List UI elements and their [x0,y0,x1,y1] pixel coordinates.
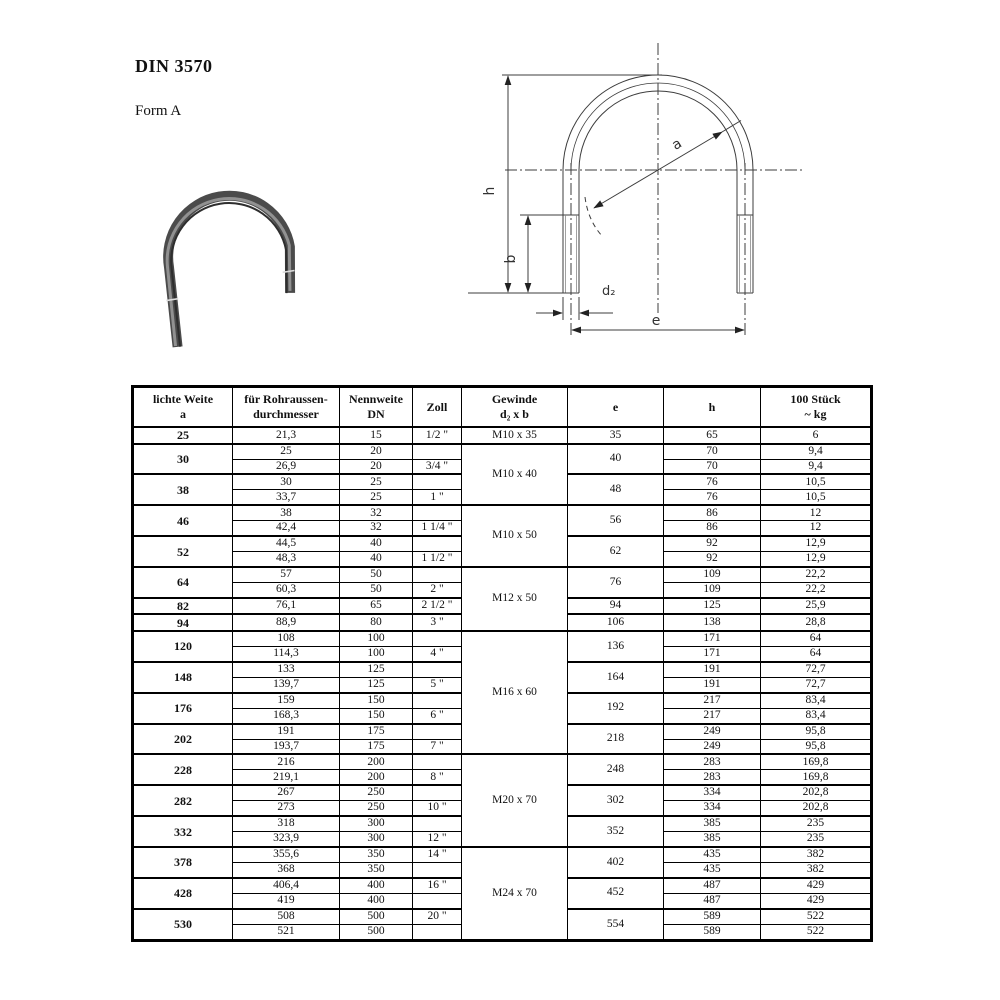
ubolt-shape [159,191,299,347]
cell-gewinde: M12 x 50 [462,567,568,631]
cell-rohraussendurchmesser: 267 [233,785,340,800]
cell-h: 70 [664,459,761,474]
cell-zoll: 8 " [413,770,462,785]
cell-zoll: 1 " [413,490,462,505]
header-row [133,387,872,428]
cell-lichte-weite-a: 64 [133,567,233,598]
cell-kg: 522 [761,924,872,940]
cell-zoll: 12 " [413,832,462,847]
cell-lichte-weite-a: 94 [133,614,233,631]
cell-gewinde: M20 x 70 [462,754,568,847]
cell-nennweite-dn: 100 [340,646,413,661]
cell-h: 487 [664,893,761,908]
cell-e: 192 [568,693,664,724]
cell-rohraussendurchmesser: 219,1 [233,770,340,785]
cell-kg: 12,9 [761,536,872,551]
cell-lichte-weite-a: 228 [133,754,233,785]
cell-nennweite-dn: 200 [340,754,413,769]
dim-label-a: a [669,135,685,154]
cell-gewinde: M16 x 60 [462,631,568,754]
cell-zoll [413,631,462,646]
cell-nennweite-dn: 400 [340,893,413,908]
cell-rohraussendurchmesser: 48,3 [233,552,340,567]
cell-e: 106 [568,614,664,631]
cell-h: 249 [664,739,761,754]
table-row [133,444,872,459]
cell-nennweite-dn: 40 [340,552,413,567]
cell-nennweite-dn: 125 [340,677,413,692]
cell-lichte-weite-a: 38 [133,474,233,505]
cell-nennweite-dn: 500 [340,909,413,924]
cell-nennweite-dn: 25 [340,474,413,489]
cell-nennweite-dn: 250 [340,785,413,800]
cell-kg: 10,5 [761,474,872,489]
cell-zoll: 3 " [413,614,462,631]
cell-lichte-weite-a: 282 [133,785,233,816]
cell-zoll [413,536,462,551]
cell-nennweite-dn: 50 [340,567,413,582]
table-row [133,754,872,769]
cell-h: 249 [664,724,761,739]
cell-h: 86 [664,505,761,520]
cell-nennweite-dn: 350 [340,847,413,862]
cell-lichte-weite-a: 428 [133,878,233,909]
cell-rohraussendurchmesser: 273 [233,801,340,816]
cell-rohraussendurchmesser: 168,3 [233,708,340,723]
cell-kg: 12 [761,505,872,520]
column-header-100-stueck: 100 Stück ~ kg [761,387,872,428]
cell-kg: 95,8 [761,724,872,739]
cell-rohraussendurchmesser: 88,9 [233,614,340,631]
cell-lichte-weite-a: 46 [133,505,233,536]
cell-kg: 169,8 [761,770,872,785]
cell-e: 352 [568,816,664,847]
cell-lichte-weite-a: 52 [133,536,233,567]
cell-rohraussendurchmesser: 114,3 [233,646,340,661]
cell-rohraussendurchmesser: 193,7 [233,739,340,754]
cell-nennweite-dn: 150 [340,693,413,708]
cell-h: 435 [664,847,761,862]
cell-kg: 235 [761,816,872,831]
cell-kg: 64 [761,631,872,646]
cell-rohraussendurchmesser: 216 [233,754,340,769]
cell-nennweite-dn: 300 [340,816,413,831]
cell-kg: 64 [761,646,872,661]
cell-zoll [413,816,462,831]
cell-kg: 169,8 [761,754,872,769]
cell-h: 217 [664,708,761,723]
cell-h: 217 [664,693,761,708]
cell-kg: 28,8 [761,614,872,631]
cell-h: 283 [664,754,761,769]
cell-rohraussendurchmesser: 33,7 [233,490,340,505]
cell-kg: 429 [761,893,872,908]
cell-kg: 72,7 [761,662,872,677]
cell-nennweite-dn: 20 [340,459,413,474]
cell-h: 109 [664,567,761,582]
cell-nennweite-dn: 50 [340,582,413,597]
cell-lichte-weite-a: 530 [133,909,233,941]
cell-zoll [413,662,462,677]
cell-rohraussendurchmesser: 323,9 [233,832,340,847]
ubolt-photo [145,165,320,350]
cell-kg: 22,2 [761,582,872,597]
cell-h: 109 [664,582,761,597]
cell-h: 334 [664,785,761,800]
cell-h: 589 [664,909,761,924]
cell-zoll [413,724,462,739]
cell-h: 70 [664,444,761,459]
dim-label-b: b [503,254,519,264]
column-header-e: e [568,387,664,428]
cell-h: 138 [664,614,761,631]
cell-h: 171 [664,646,761,661]
cell-nennweite-dn: 32 [340,505,413,520]
cell-rohraussendurchmesser: 508 [233,909,340,924]
cell-nennweite-dn: 80 [340,614,413,631]
cell-gewinde: M10 x 40 [462,444,568,506]
cell-rohraussendurchmesser: 60,3 [233,582,340,597]
cell-lichte-weite-a: 202 [133,724,233,755]
cell-h: 65 [664,427,761,444]
cell-e: 76 [568,567,664,598]
cell-zoll [413,924,462,940]
cell-kg: 12 [761,521,872,536]
column-header-h: h [664,387,761,428]
cell-zoll [413,444,462,459]
cell-gewinde: M24 x 70 [462,847,568,941]
spec-table-body [133,427,872,941]
cell-kg: 6 [761,427,872,444]
cell-h: 171 [664,631,761,646]
table-row [133,631,872,646]
cell-kg: 429 [761,878,872,893]
cell-h: 283 [664,770,761,785]
cell-e: 48 [568,474,664,505]
cell-lichte-weite-a: 120 [133,631,233,662]
cell-zoll: 6 " [413,708,462,723]
cell-zoll: 5 " [413,677,462,692]
cell-zoll [413,474,462,489]
cell-h: 385 [664,832,761,847]
cell-zoll: 16 " [413,878,462,893]
cell-zoll: 4 " [413,646,462,661]
dim-label-e: e [651,313,661,329]
cell-kg: 9,4 [761,459,872,474]
cell-e: 164 [568,662,664,693]
cell-rohraussendurchmesser: 76,1 [233,598,340,615]
cell-kg: 72,7 [761,677,872,692]
cell-h: 334 [664,801,761,816]
cell-e: 94 [568,598,664,615]
cell-kg: 83,4 [761,693,872,708]
cell-kg: 522 [761,909,872,924]
cell-rohraussendurchmesser: 521 [233,924,340,940]
cell-zoll [413,893,462,908]
cell-nennweite-dn: 25 [340,490,413,505]
cell-e: 402 [568,847,664,878]
cell-lichte-weite-a: 332 [133,816,233,847]
cell-lichte-weite-a: 148 [133,662,233,693]
table-row [133,427,872,444]
cell-rohraussendurchmesser: 406,4 [233,878,340,893]
cell-nennweite-dn: 200 [340,770,413,785]
cell-nennweite-dn: 40 [340,536,413,551]
cell-rohraussendurchmesser: 355,6 [233,847,340,862]
cell-kg: 202,8 [761,801,872,816]
cell-h: 125 [664,598,761,615]
cell-h: 76 [664,474,761,489]
cell-rohraussendurchmesser: 419 [233,893,340,908]
cell-lichte-weite-a: 30 [133,444,233,475]
cell-kg: 202,8 [761,785,872,800]
cell-nennweite-dn: 125 [340,662,413,677]
cell-rohraussendurchmesser: 318 [233,816,340,831]
cell-h: 435 [664,862,761,877]
cell-nennweite-dn: 175 [340,739,413,754]
document-title: DIN 3570 [135,56,213,76]
dimension-h [468,75,662,293]
cell-h: 191 [664,662,761,677]
technical-drawing-svg [450,35,815,360]
cell-zoll [413,754,462,769]
cell-kg: 382 [761,847,872,862]
column-header-rohraussendurchmesser: für Rohraussen- durchmesser [233,387,340,428]
cell-e: 248 [568,754,664,785]
cell-rohraussendurchmesser: 139,7 [233,677,340,692]
cell-kg: 235 [761,832,872,847]
cell-lichte-weite-a: 176 [133,693,233,724]
column-header-lichte-weite: lichte Weite a [133,387,233,428]
cell-zoll: 20 " [413,909,462,924]
dimension-a [585,121,741,238]
cell-nennweite-dn: 32 [340,521,413,536]
cell-h: 385 [664,816,761,831]
column-header-gewinde: Gewinde d₂ x b [462,387,568,428]
cell-rohraussendurchmesser: 108 [233,631,340,646]
column-header-nennweite: Nennweite DN [340,387,413,428]
cell-lichte-weite-a: 378 [133,847,233,878]
spec-table [131,385,873,942]
cell-gewinde: M10 x 50 [462,505,568,567]
cell-kg: 382 [761,862,872,877]
cell-h: 191 [664,677,761,692]
cell-kg: 22,2 [761,567,872,582]
cell-rohraussendurchmesser: 133 [233,662,340,677]
cell-nennweite-dn: 65 [340,598,413,615]
cell-kg: 12,9 [761,552,872,567]
cell-zoll: 10 " [413,801,462,816]
cell-e: 452 [568,878,664,909]
cell-h: 92 [664,536,761,551]
cell-nennweite-dn: 150 [340,708,413,723]
cell-zoll: 1 1/2 " [413,552,462,567]
ubolt-photo-svg [145,165,320,350]
cell-nennweite-dn: 300 [340,832,413,847]
cell-zoll: 14 " [413,847,462,862]
cell-e: 62 [568,536,664,567]
column-header-zoll: Zoll [413,387,462,428]
cell-h: 86 [664,521,761,536]
dim-label-d2: d₂ [602,284,616,299]
cell-kg: 83,4 [761,708,872,723]
dimension-d2 [536,297,613,320]
table-row [133,847,872,862]
dim-label-h: h [482,186,498,196]
cell-rohraussendurchmesser: 25 [233,444,340,459]
cell-kg: 95,8 [761,739,872,754]
cell-h: 487 [664,878,761,893]
cell-nennweite-dn: 20 [340,444,413,459]
cell-nennweite-dn: 350 [340,862,413,877]
cell-kg: 10,5 [761,490,872,505]
cell-e: 302 [568,785,664,816]
cell-rohraussendurchmesser: 38 [233,505,340,520]
cell-zoll [413,505,462,520]
cell-kg: 25,9 [761,598,872,615]
cell-zoll: 2 " [413,582,462,597]
cell-rohraussendurchmesser: 26,9 [233,459,340,474]
cell-rohraussendurchmesser: 30 [233,474,340,489]
cell-zoll: 7 " [413,739,462,754]
cell-e: 40 [568,444,664,475]
cell-rohraussendurchmesser: 21,3 [233,427,340,444]
cell-nennweite-dn: 500 [340,924,413,940]
cell-h: 92 [664,552,761,567]
cell-h: 589 [664,924,761,940]
cell-e: 554 [568,909,664,941]
cell-nennweite-dn: 400 [340,878,413,893]
cell-zoll [413,567,462,582]
cell-nennweite-dn: 100 [340,631,413,646]
cell-rohraussendurchmesser: 57 [233,567,340,582]
cell-nennweite-dn: 175 [340,724,413,739]
cell-nennweite-dn: 250 [340,801,413,816]
cell-rohraussendurchmesser: 42,4 [233,521,340,536]
dimension-b [520,215,563,292]
cell-rohraussendurchmesser: 368 [233,862,340,877]
cell-e: 56 [568,505,664,536]
cell-gewinde: M10 x 35 [462,427,568,444]
cell-zoll [413,693,462,708]
cell-zoll: 1/2 " [413,427,462,444]
cell-zoll: 1 1/4 " [413,521,462,536]
cell-zoll: 3/4 " [413,459,462,474]
cell-rohraussendurchmesser: 191 [233,724,340,739]
cell-rohraussendurchmesser: 159 [233,693,340,708]
table-row [133,567,872,582]
cell-h: 76 [664,490,761,505]
technical-drawing [450,35,815,360]
cell-e: 35 [568,427,664,444]
cell-rohraussendurchmesser: 44,5 [233,536,340,551]
cell-lichte-weite-a: 25 [133,427,233,444]
table-row [133,505,872,520]
cell-lichte-weite-a: 82 [133,598,233,615]
cell-e: 218 [568,724,664,755]
cell-zoll [413,862,462,877]
cell-kg: 9,4 [761,444,872,459]
cell-zoll [413,785,462,800]
cell-zoll: 2 1/2 " [413,598,462,615]
form-label: Form A [135,103,182,119]
cell-nennweite-dn: 15 [340,427,413,444]
cell-e: 136 [568,631,664,662]
